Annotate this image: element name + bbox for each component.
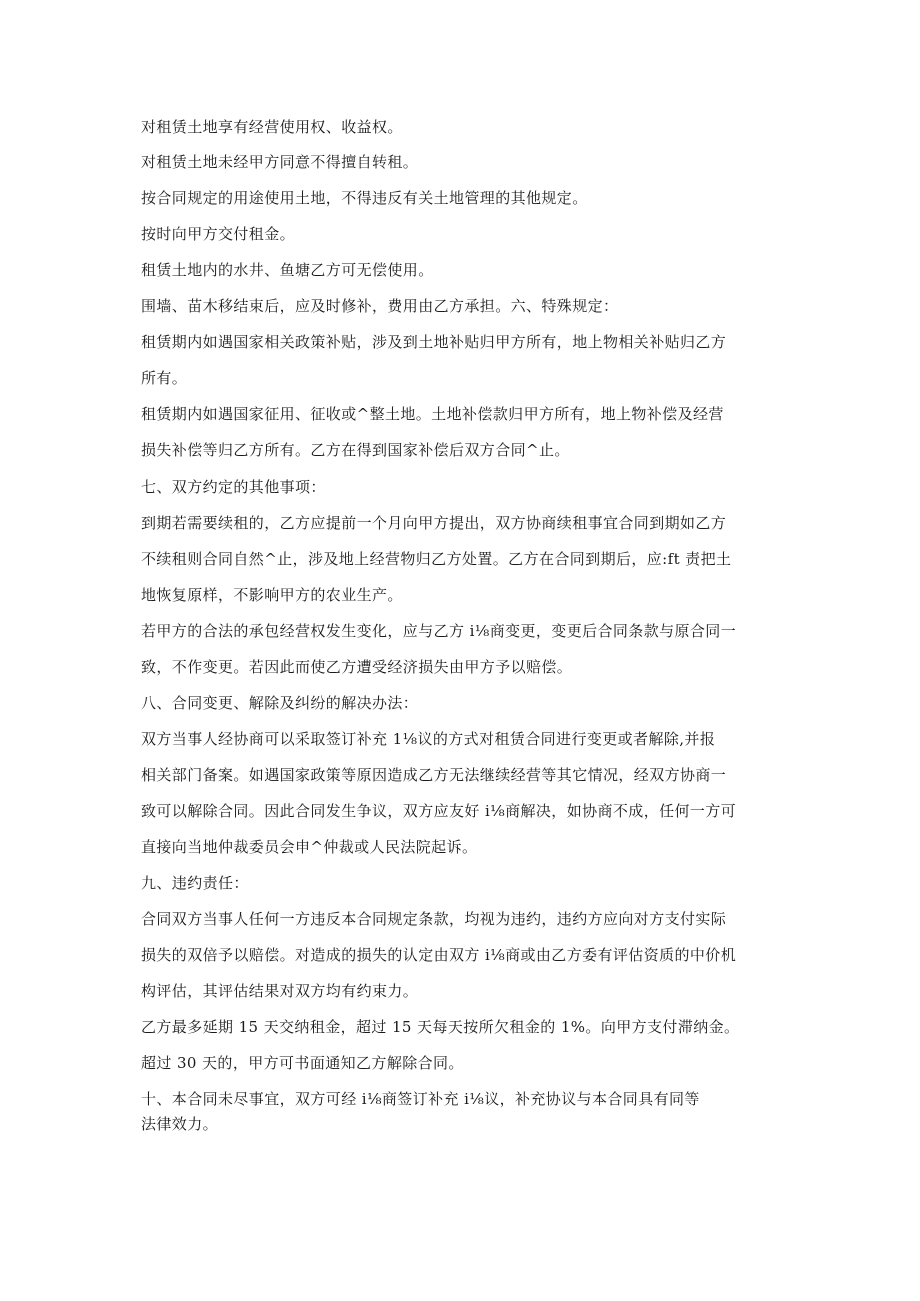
text-line-2: 对租赁土地未经甲方同意不得擅自转租。	[141, 153, 419, 171]
text-line-17: 八、合同变更、解除及纠纷的解决办法：	[141, 694, 419, 712]
text-line-25: 构评估，其评估结果对双方均有约束力。	[141, 982, 419, 1000]
text-line-13: 不续租则合同自然^止，涉及地上经营物归乙方处置。乙方在合同到期后，应:ft 责把土	[141, 550, 732, 568]
text-line-5: 租赁土地内的水井、鱼塘乙方可无偿使用。	[141, 261, 434, 279]
text-line-18: 双方当事人经协商可以采取签订补充 1⅛议的方式对租赁合同进行变更或者解除,并报	[141, 730, 716, 748]
text-line-19: 相关部门备案。如遇国家政策等原因造成乙方无法继续经营等其它情况，经双方协商一	[141, 766, 727, 784]
text-line-4: 按时向甲方交付租金。	[141, 225, 296, 243]
text-line-9: 租赁期内如遇国家征用、征收或^整土地。土地补偿款归甲方所有，地上物补偿及经营	[141, 405, 724, 423]
text-line-12: 到期若需要续租的，乙方应提前一个月向甲方提出，双方协商续租事宜合同到期如乙方	[141, 514, 727, 532]
text-line-16: 致，不作变更。若因此而使乙方遭受经济损失由甲方予以赔偿。	[141, 658, 573, 676]
text-line-22: 九、违约责任：	[141, 874, 249, 892]
text-line-11: 七、双方约定的其他事项：	[141, 478, 326, 496]
text-line-21: 直接向当地仲裁委员会申^仲裁或人民法院起诉。	[141, 838, 478, 856]
text-line-3: 按合同规定的用途使用土地，不得违反有关土地管理的其他规定。	[141, 189, 588, 207]
text-line-23: 合同双方当事人任何一方违反本合同规定条款，均视为违约，违约方应向对方支付实际	[141, 910, 727, 928]
text-line-20: 致可以解除合同。因此合同发生争议，双方应友好 i⅛商解决，如协商不成，任何一方可	[141, 802, 737, 820]
text-line-24: 损失的双倍予以赔偿。对造成的损失的认定由双方 i⅛商或由乙方委有评估资质的中价机	[141, 946, 737, 964]
text-line-1: 对租赁土地享有经营使用权、收益权。	[141, 118, 403, 136]
text-line-29: 法律效力。	[141, 1115, 219, 1133]
text-line-8: 所有。	[141, 369, 188, 387]
text-line-14: 地恢复原样，不影响甲方的农业生产。	[141, 586, 403, 604]
text-line-6: 围墙、苗木移结束后，应及时修补，费用由乙方承担。六、特殊规定：	[141, 297, 619, 315]
text-line-28: 十、本合同未尽事宜，双方可经 i⅛商签订补充 i⅛议，补充协议与本合同具有同等	[141, 1090, 700, 1108]
text-line-26: 乙方最多延期 15 天交纳租金，超过 15 天每天按所欠租金的 1%。向甲方支付滞纳金。	[141, 1018, 740, 1036]
text-line-15: 若甲方的合法的承包经营权发生变化，应与乙方 i⅛商变更，变更后合同条款与原合同一	[141, 622, 737, 640]
text-line-10: 损失补偿等归乙方所有。乙方在得到国家补偿后双方合同^止。	[141, 441, 570, 459]
text-line-27: 超过 30 天的，甲方可书面通知乙方解除合同。	[141, 1054, 464, 1072]
text-line-7: 租赁期内如遇国家相关政策补贴，涉及到土地补贴归甲方所有，地上物相关补贴归乙方	[141, 333, 727, 351]
